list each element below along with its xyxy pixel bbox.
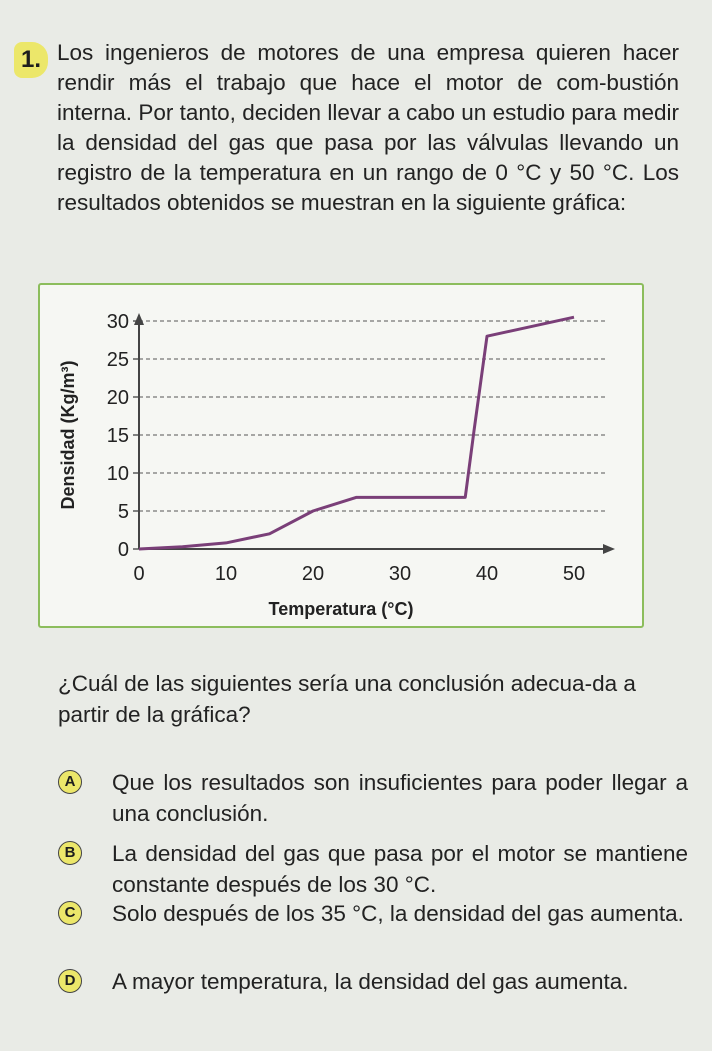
y-tick-label: 15 <box>106 425 129 447</box>
option-b-letter: B <box>58 841 82 865</box>
x-tick-label: 0 <box>133 563 145 585</box>
y-axis-title: Densidad (Kg/m³) <box>58 360 78 510</box>
question-stem: Los ingenieros de motores de una empresa quieren hacer rendir más el trabajo que hace el motor de com-bustión interna. Por tanto, deciden llevar a cabo un estudio para medir la densidad del gas que pasa por las válvulas llevando un registro de la temperatura en un rango de 0 °C y 50 °C. Los resultados obtenidos se muestran en la siguiente gráfica: <box>57 40 679 215</box>
density-series-line <box>139 317 574 549</box>
x-tick-label: 40 <box>475 563 499 585</box>
y-tick-label: 30 <box>106 311 129 333</box>
x-axis-arrow <box>603 544 615 554</box>
y-tick-label: 25 <box>106 349 129 371</box>
chart-frame <box>38 283 644 628</box>
option-b-text: La densidad del gas que pasa por el motor se mantiene constante después de los 30 °C. <box>112 841 688 897</box>
option-a-text: Que los resultados son insuficientes para poder llegar a una conclusión. <box>112 770 688 826</box>
option-a-letter: A <box>58 770 82 794</box>
y-tick-label: 5 <box>117 501 129 523</box>
y-tick-label: 20 <box>106 387 129 409</box>
density-temperature-chart <box>40 285 642 626</box>
option-d-text: A mayor temperatura, la densidad del gas aumenta. <box>112 969 629 994</box>
question-prompt: ¿Cuál de las siguientes sería una conclusión adecua-da a partir de la gráfica? <box>58 671 636 727</box>
x-axis-title: Temperatura (°C) <box>268 599 414 619</box>
option-c-letter: C <box>58 901 82 925</box>
x-tick-label: 50 <box>562 563 586 585</box>
x-tick-label: 20 <box>301 563 325 585</box>
y-axis-arrow <box>134 313 144 325</box>
option-d-letter: D <box>58 969 82 993</box>
option-c-text: Solo después de los 35 °C, la densidad del gas aumenta. <box>112 901 684 926</box>
question-number: 1. <box>14 42 48 78</box>
y-tick-label: 10 <box>106 463 129 485</box>
x-tick-label: 10 <box>214 563 238 585</box>
x-tick-label: 30 <box>388 563 412 585</box>
y-tick-label: 0 <box>117 539 129 561</box>
